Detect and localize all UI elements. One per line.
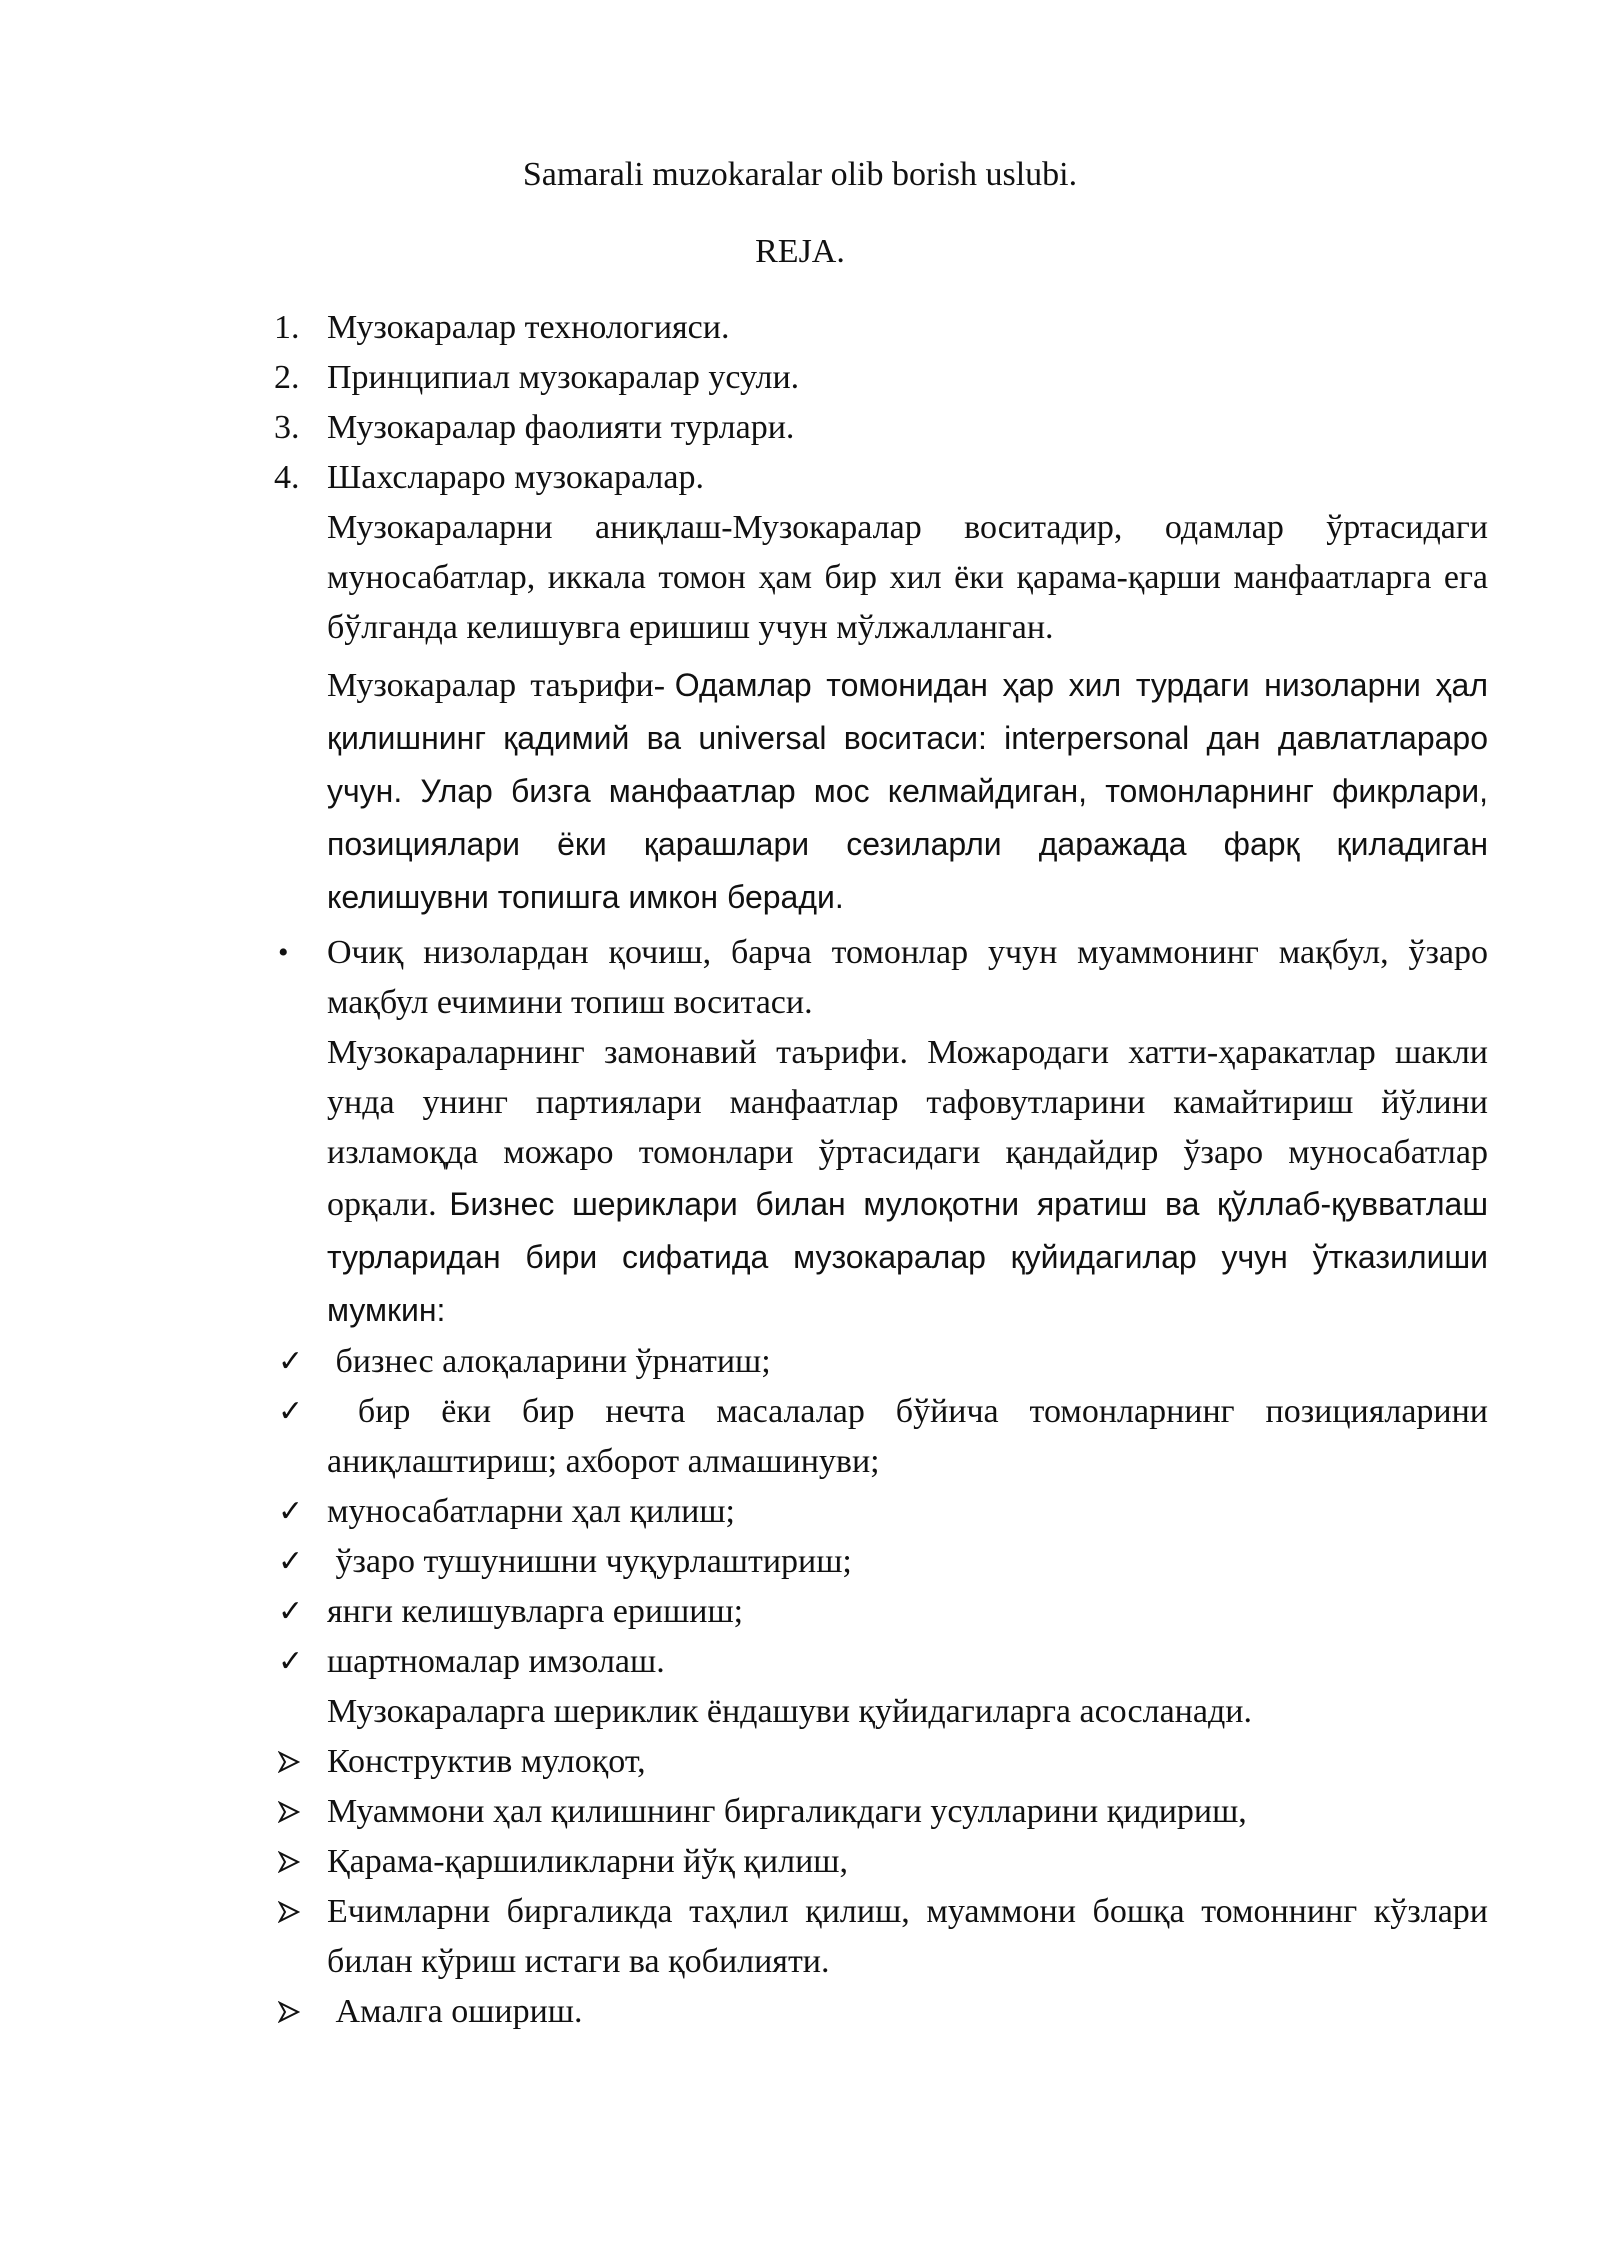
check-item (270, 1637, 1488, 1687)
plan-item-text: Шахслараро музокаралар. (327, 459, 704, 496)
arrow-item (270, 1737, 1488, 1787)
document-body (270, 303, 1497, 2037)
check-item-text: янги келишувларга еришиш; (327, 1593, 744, 1630)
arrow-item (270, 1787, 1488, 1837)
plan-item-text: Принципиал музокаралар усули. (327, 359, 800, 396)
arrow-item (270, 1887, 1497, 1987)
arrow-item (270, 1987, 1488, 2037)
modern-definition-lead: Музокараларнинг замонавий таърифи. Можародаги хатти-ҳаракатлар шакли унда унинг партиялари манфаатлар тафовутларини камайтириш йўлини изламоқда можаро томонлари ўртасидаги қандайдир ўзаро муносабатлар орқали. (327, 1034, 1488, 1223)
check-item (270, 1337, 1488, 1387)
check-item-text: муносабатларни ҳал қилиш; (327, 1493, 735, 1530)
plan-item (270, 303, 1488, 353)
document-title: Samarali muzokaralar olib borish uslubi. (522, 156, 1078, 193)
plan-item (270, 353, 1488, 403)
checkmark-icon: ✓ (278, 1395, 304, 1428)
plan-item (270, 403, 1488, 453)
bullet-text: Очиқ низолардан қочиш, барча томонлар учун муаммонинг мақбул, ўзаро мақбул ечимини топиш воситаси. (327, 934, 1488, 1021)
plan-item-number: 2. (274, 359, 300, 396)
arrow-item-text: Конструктив мулоқот, (327, 1743, 646, 1780)
checkmark-icon: ✓ (278, 1545, 304, 1578)
tarif-body: Одамлар томонидан ҳар хил турдаги низоларни ҳал қилишнинг қадимий ва universal воситаси: interpersonal дан давлатлараро учун. Улар бизга манфаатлар мос келмайдиган, томонларнинг фикрлари, позициялари ёки қарашлари сезиларли даражада фарқ қиладиган келишувни топишга имкон беради. (327, 667, 1488, 915)
check-item (270, 1487, 1488, 1537)
modern-definition-paragraph (270, 1028, 1488, 1337)
arrow-item-text: Муаммони ҳал қилишнинг биргаликдаги усулларини қидириш, (327, 1793, 1247, 1830)
modern-definition-body: Бизнес шериклари билан мулоқотни яратиш ва қўллаб-қувватлаш турларидан бири сифатида музокаралар қуйидагилар учун ўтказилиши мумкин: (327, 1186, 1489, 1328)
plan-item (270, 453, 1488, 503)
checkmark-icon: ✓ (278, 1345, 304, 1378)
tarif-lead: Музокаралар таърифи- (327, 667, 666, 704)
arrow-item (270, 1837, 1488, 1887)
plan-heading: REJA. (755, 233, 845, 270)
check-item-text: ўзаро тушунишни чуқурлаштириш; (327, 1543, 852, 1580)
plan-item-number: 4. (274, 459, 300, 496)
bullet-item (270, 928, 1488, 1028)
check-item-text: шартномалар имзолаш. (327, 1643, 665, 1680)
partnership-paragraph: Музокараларга шериклик ёндашуви қуйидагиларга асосланади. (327, 1693, 1252, 1730)
bullet-dot-icon: • (278, 936, 289, 969)
check-item-text: бир ёки бир нечта масалалар бўйича томонларнинг позицияларини аниқлаштириш; ахборот алмашинуви; (327, 1393, 1497, 1480)
plan-item-text: Музокаралар фаолияти турлари. (327, 409, 795, 446)
arrow-item-text: Қарама-қаршиликларни йўқ қилиш, (327, 1843, 848, 1880)
checkmark-icon: ✓ (278, 1495, 304, 1528)
checkmark-icon: ✓ (278, 1645, 304, 1678)
arrow-item-text: Амалга ошириш. (327, 1993, 583, 2030)
checkmark-icon: ✓ (278, 1595, 304, 1628)
check-item (270, 1387, 1497, 1487)
definition-paragraph: Музокараларни аниқлаш-Музокаралар воситадир, одамлар ўртасидаги муносабатлар, иккала томон ҳам бир хил ёки қарама-қарши манфаатларга ега бўлганда келишувга еришиш учун мўлжалланган. (327, 509, 1488, 646)
arrow-item-text: Ечимларни биргаликда таҳлил қилиш, муаммони бошқа томоннинг кўзлари билан кўриш истаги ва қобилияти. (327, 1893, 1497, 1980)
plan-item-number: 3. (274, 409, 300, 446)
plan-item-text: Музокаралар технологияси. (327, 309, 730, 346)
check-item (270, 1587, 1488, 1637)
plan-item-number: 1. (274, 309, 300, 346)
tarif-paragraph (270, 659, 1488, 924)
check-item (270, 1537, 1488, 1587)
check-item-text: бизнес алоқаларини ўрнатиш; (327, 1343, 771, 1380)
